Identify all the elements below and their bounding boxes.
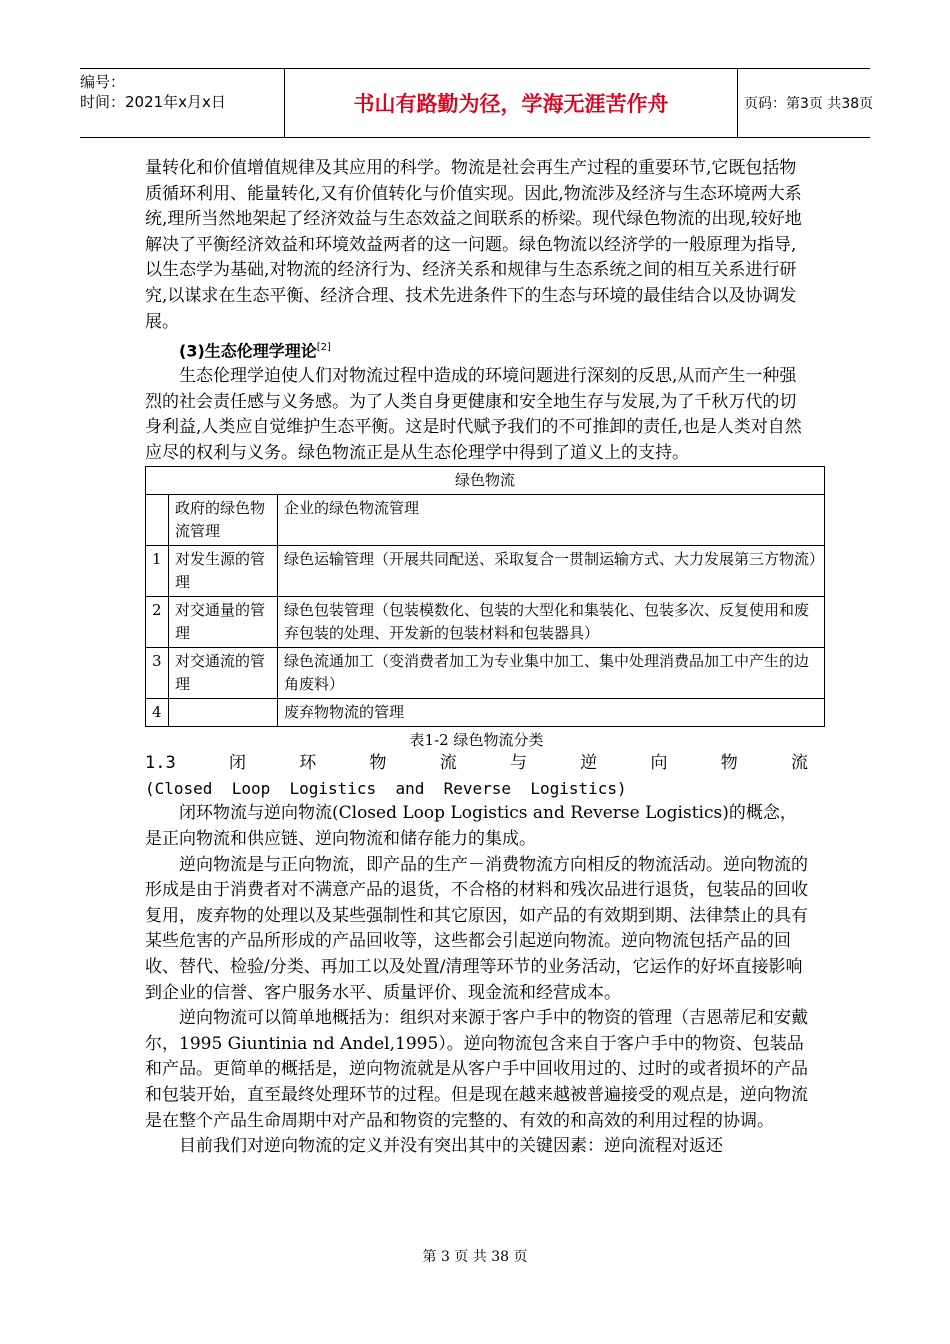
paragraph: 量转化和价值增值规律及其应用的科学。物流是社会再生产过程的重要环节,它既包括物质循环利用、能量转化,又有价值转化与价值实现。因此,物流涉及经济与生态环境两大系统,理所当然地架起了经济效益与生态效益之间联系的桥梁。现代绿色物流的出现,较好地解决了平衡经济效益和环境效益两者的这一问题。绿色物流以经济学的一般原理为指导,以生态学为基础,对物流的经济行为、经济关系和规律与生态系统之间的相互关系进行研究,以谋求在生态平衡、经济合理、技术先进条件下的生态与环境的最佳结合以及协调发展。	[145, 158, 802, 332]
table-caption: 表1-2 绿色物流分类	[409, 731, 544, 750]
table-header-gov: 政府的绿色物流管理	[169, 495, 278, 546]
paragraph: 目前我们对逆向物流的定义并没有突出其中的关键因素：逆向流程对返还	[179, 1136, 723, 1157]
section-title-char: 闭	[228, 753, 246, 774]
table-header-ent: 企业的绿色物流管理	[278, 495, 825, 546]
paragraph: 逆向物流可以简单地概括为：组织对来源于客户手中的物资的管理（吉恩蒂尼和安戴尔，1995 Giuntinia nd Andel,1995）。逆向物流包含来自于客户手中的物资、包装品和产品。更简单的概括是，逆向物流就是从客户手中回收用过的、过时的或者损坏的产品和包装开始，直至最终处理环节的过程。但是现在越来越被普遍接受的观点是，逆向物流是在整个产品生命周期中对产品和物资的完整的、有效的和高效的利用过程的协调。	[145, 1008, 808, 1131]
section-title-char: 流	[439, 753, 457, 774]
header-left	[80, 69, 280, 140]
row-ent: 废弃物物流的管理	[278, 699, 825, 727]
table-cell	[146, 495, 169, 546]
page-footer: 第 3 页 共 38 页	[422, 1249, 528, 1265]
row-gov	[169, 699, 278, 727]
row-ent: 绿色运输管理（开展共同配送、采取复合一贯制运输方式、大力发展第三方物流）	[278, 546, 825, 597]
section-heading	[145, 751, 808, 776]
section-english-title: (Closed Loop Logistics and Reverse Logistics)	[145, 779, 627, 799]
header-number-label: 编号：	[80, 73, 126, 91]
table-header-row	[146, 495, 825, 546]
table-row	[146, 546, 825, 597]
citation-ref: [2]	[316, 342, 331, 354]
row-gov: 对发生源的管理	[169, 546, 278, 597]
subheading-text: (3)生态伦理学理论	[179, 341, 317, 361]
section-title-char: 物	[720, 753, 738, 774]
header-page-info: 页码：第3页 共38页	[744, 96, 874, 112]
row-number: 2	[146, 597, 169, 648]
section-title-char: 流	[790, 753, 808, 774]
row-number: 1	[146, 546, 169, 597]
paragraph: 逆向物流是与正向物流，即产品的生产－消费物流方向相反的物流活动。逆向物流的形成是由于消费者对不满意产品的退货，不合格的材料和残次品进行退货，包装品的回收复用，废弃物的处理以及某些强制性和其它原因，如产品的有效期到期、法律禁止的具有某些危害的产品所形成的产品回收等，这些都会引起逆向物流。逆向物流包括产品的回收、替代、检验/分类、再加工以及处置/清理等环节的业务活动，它运作的好坏直接影响到企业的信誉、客户服务水平、质量评价、现金流和经营成本。	[145, 854, 808, 1003]
section-title-char: 环	[299, 753, 317, 774]
section-title-char: 逆	[580, 753, 598, 774]
subheading	[145, 335, 808, 364]
header-motto: 书山有路勤为径，学海无涯苦作舟	[284, 69, 738, 137]
paragraph: 闭环物流与逆向物流(Closed Loop Logistics and Reverse Logistics)的概念，是正向物流和供应链、逆向物流和储存能力的集成。	[145, 803, 797, 850]
section-title-char: 与	[509, 753, 527, 774]
table-title: 绿色物流	[146, 467, 825, 495]
table-title-row	[146, 467, 825, 495]
row-gov: 对交通量的管理	[169, 597, 278, 648]
green-logistics-table	[145, 466, 825, 727]
row-number: 3	[146, 648, 169, 699]
table-row	[146, 597, 825, 648]
row-ent: 绿色包装管理（包装模数化、包装的大型化和集装化、包装多次、反复使用和废弃包装的处理、开发新的包装材料和包装器具）	[278, 597, 825, 648]
section-number: 1.3	[145, 753, 176, 774]
section-title-char: 物	[369, 753, 387, 774]
header-time-label: 时间：2021年x月x日	[80, 93, 226, 111]
table-row	[146, 699, 825, 727]
table-row	[146, 648, 825, 699]
paragraph: 生态伦理学迫使人们对物流过程中造成的环境问题进行深刻的反思,从而产生一种强烈的社会责任感与义务感。为了人类自身更健康和安全地生存与发展,为了千秋万代的切身利益,人类应自觉维护生态平衡。这是时代赋予我们的不可推卸的责任,也是人类对自然应尽的权利与义务。绿色物流正是从生态伦理学中得到了道义上的支持。	[145, 366, 802, 463]
row-gov: 对交通流的管理	[169, 648, 278, 699]
page-header	[80, 68, 874, 138]
row-number: 4	[146, 699, 169, 727]
section-title-char: 向	[650, 753, 668, 774]
document-body	[145, 156, 825, 1160]
row-ent: 绿色流通加工（变消费者加工为专业集中加工、集中处理消费品加工中产生的边角废料）	[278, 648, 825, 699]
